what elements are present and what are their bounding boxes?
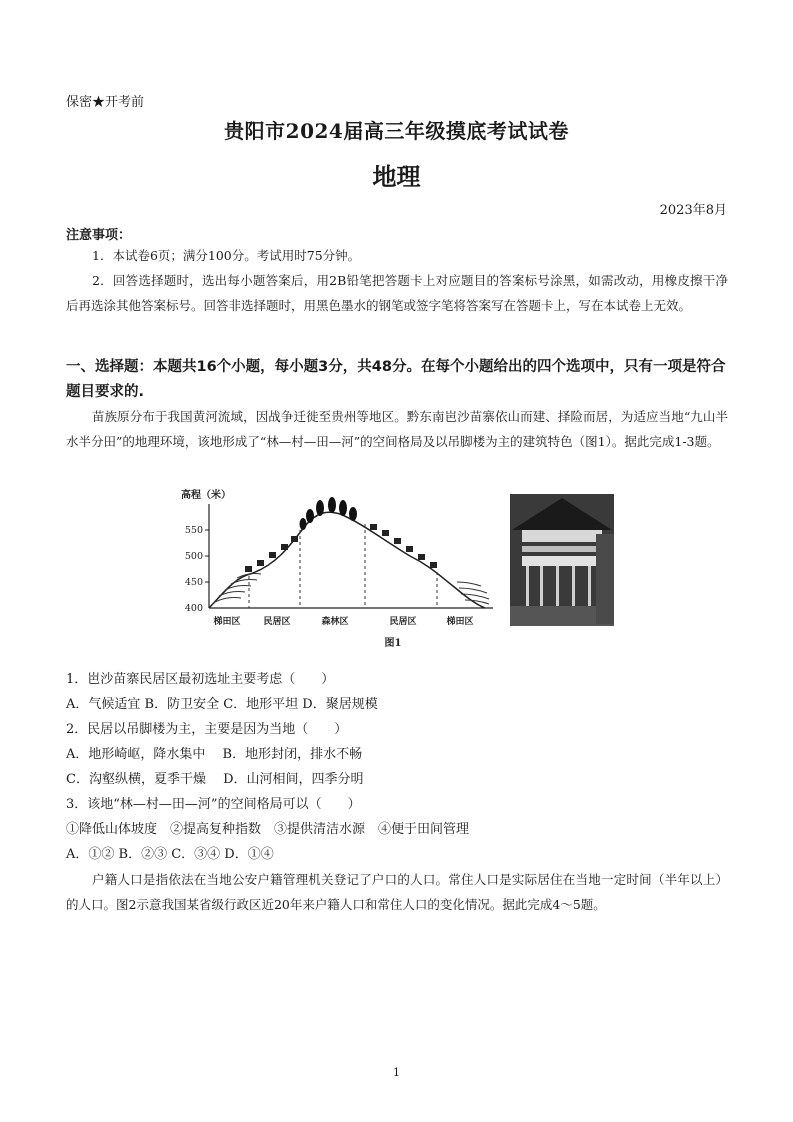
y-tick-400: 400	[184, 603, 203, 614]
notice-item-2: 2．回答选择题时，选出每小题答案后，用2B铅笔把答题卡上对应题目的答案标号涂黑，如需改动，用橡皮擦干净后再选涂其他答案标号。回答非选择题时，用黑色墨水的钢笔或签字笔将答案写在答题卡上，写在本试卷上无效。	[66, 273, 728, 313]
stilted-house-photo	[510, 494, 614, 626]
figure-1-profile	[175, 486, 495, 651]
question-3-choices: ①降低山体坡度 ②提高复种指数 ③提供清洁水源 ④便于田间管理	[66, 822, 470, 837]
passage-2: 户籍人口是指依法在当地公安户籍管理机关登记了户口的人口。常住人口是实际居住在当地一定时间（半年以上）的人口。图2示意我国某省级行政区近20年来户籍人口和常住人口的变化情况。据此完成4～5题。	[66, 872, 728, 912]
left-terraces	[215, 574, 261, 603]
y-tick-450: 450	[184, 577, 203, 588]
exam-date: 2023年8月	[659, 203, 727, 218]
y-tick-500: 500	[184, 551, 203, 562]
y-axis-label: 高程（米）	[181, 490, 231, 501]
page-number: 1	[393, 1066, 400, 1079]
forest-trees	[300, 497, 358, 530]
question-2-options-ab: A．地形崎岖，降水集中 B．地形封闭，排水不畅	[66, 747, 363, 762]
question-2: 2．民居以吊脚楼为主，主要是因为当地（ ）	[66, 722, 348, 737]
left-houses	[245, 536, 298, 572]
notice-item-1: 1．本试卷6页；满分100分。考试用时75分钟。	[92, 248, 361, 263]
terrain-profile-line	[209, 512, 485, 608]
exam-title: 贵阳市2024届高三年级摸底考试试卷	[224, 119, 569, 143]
zone-label-terrace-right: 梯田区	[446, 617, 474, 627]
question-1-options: A．气候适宜 B．防卫安全 C．地形平坦 D．聚居规模	[66, 697, 378, 712]
question-3: 3．该地“林—村—田—河”的空间格局可以（ ）	[66, 797, 361, 812]
y-tick-550: 550	[184, 525, 203, 536]
notice-heading: 注意事项：	[66, 228, 132, 243]
passage-1: 苗族原分布于我国黄河流域，因战争迁徙至贵州等地区。黔东南岜沙苗寨依山而建、择险而居，为适应当地“九山半水半分田”的地理环境，该地形成了“林—村—田—河”的空间格局及以吊脚楼为主的建筑特色（图1）。据此完成1-3题。	[66, 409, 728, 449]
right-houses	[370, 524, 437, 568]
question-3-options: A．①② B．②③ C．③④ D．①④	[66, 847, 274, 862]
zone-label-terrace-left: 梯田区	[213, 617, 241, 627]
subject-title: 地理	[372, 162, 421, 191]
figure-caption: 图1	[384, 638, 402, 649]
section-heading: 一、选择题：本题共16个小题，每小题3分，共48分。在每个小题给出的四个选项中，只有一项是符合题目要求的.	[66, 359, 726, 400]
zone-label-residence-right: 民居区	[389, 617, 417, 627]
question-1: 1．岜沙苗寨民居区最初选址主要考虑（ ）	[66, 672, 335, 687]
zone-label-residence-left: 民居区	[263, 617, 291, 627]
confidential-label: 保密★开考前	[66, 95, 145, 110]
question-2-options-cd: C．沟壑纵横，夏季干燥 D．山河相间，四季分明	[66, 772, 364, 787]
zone-label-forest: 森林区	[321, 617, 349, 627]
